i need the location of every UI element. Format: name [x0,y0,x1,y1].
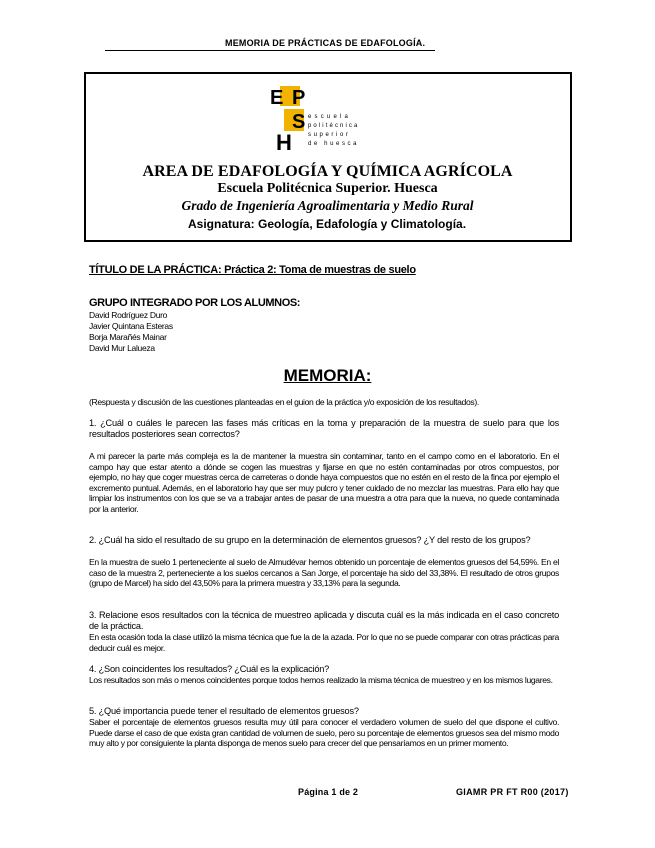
practice-title: TÍTULO DE LA PRÁCTICA: Práctica 2: Toma de muestras de suelo [89,264,416,276]
question-5: 5. ¿Qué importancia puede tener el resultado de elementos gruesos? [89,706,359,716]
student-name: Javier Quintana Esteras [89,321,173,331]
document-code: GIAMR PR FT R00 (2017) [456,787,569,797]
epsh-logo [262,84,412,154]
group-heading: GRUPO INTEGRADO POR LOS ALUMNOS: [89,297,301,309]
question-1: 1. ¿Cuál o cuáles le parecen las fases más críticas en la toma y preparación de la muestra de suelo para que los resultados posteriores sean correctos? [89,418,559,439]
student-name: Borja Marañés Mainar [89,332,167,342]
answer-3: En esta ocasión toda la clase utilizó la misma técnica que fue la de la azada. Por lo que no se puede comparar con otras prácticas para deducir cuál es mejor. [89,632,559,653]
logo-letter-e: E [270,87,284,109]
document-header-title: MEMORIA DE PRÁCTICAS DE EDAFOLOGÍA. [225,38,426,48]
school-name: Escuela Politécnica Superior. Huesca [217,181,438,196]
logo-line-1: escuela [308,114,352,120]
answer-4: Los resultados son más o menos coincidentes porque todos hemos realizado la misma técnica de muestreo y en los mismos lugares. [89,675,553,685]
answer-5: Saber el porcentaje de elementos gruesos resulta muy útil para conocer el verdadero volumen de suelo del que dispone el cultivo. Puede darse el caso de que exista gran cantidad de volumen de suelo, pero su porcentaje de elementos gruesos sea del mismo modo muy alto y por consiguiente la planta disponga de menos suelo para crecer del que pensaríamos en un primer momento. [89,717,559,748]
logo-line-3: superior [308,132,351,138]
logo-letter-s: S [292,111,306,133]
area-title: AREA DE EDAFOLOGÍA Y QUÍMICA AGRÍCOLA [142,163,513,180]
logo-letter-p: P [292,87,306,109]
logo-line-4: de huesca [308,141,360,147]
question-3: 3. Relacione esos resultados con la técnica de muestreo aplicada y discuta cuál es la más indicada en el caso concreto de la práctica. [89,610,559,631]
student-name: David Mur Lalueza [89,343,155,353]
logo-line-2: politécnica [308,123,360,129]
header-rule [105,50,435,51]
answer-1: A mi parecer la parte más compleja es la de mantener la muestra sin contaminar, tanto en el campo como en el laboratorio. En el campo hay que estar atento a dónde se cogen las muestras y fijarse en que no estén contaminadas por otros compuestos, por ejemplo, no hay que coger muestras cerca de carreteras o donde haya compuestos que no estén en el resto de la finca por ejemplo el excremento puntual. Además, en el laboratorio hay que ser muy pulcro y tener cuidado de no mezclar las muestras. Para ello hay que limpiar los instrumentos con los que se va a trabajar antes de pasar de una muestra a otra para que la nueva, no quede contaminada por la anterior. [89,451,559,514]
question-2: 2. ¿Cuál ha sido el resultado de su grupo en la determinación de elementos gruesos? ¿Y del resto de los grupos? [89,535,531,545]
question-4: 4. ¿Son coincidentes los resultados? ¿Cuál es la explicación? [89,664,330,674]
intro-text: (Respuesta y discusión de las cuestiones planteadas en el guion de la práctica y/o exposición de los resultados). [89,397,479,407]
logo-letter-h: H [276,130,292,154]
student-name: David Rodríguez Duro [89,310,168,320]
answer-2: En la muestra de suelo 1 perteneciente al suelo de Almudévar hemos obtenido un porcentaje de elementos gruesos del 54,59%. En el caso de la muestra 2, perteneciente a los suelos cercanos a San Jorge, el porcentaje ha sido del 33,38%. El resultado de otros grupos (grupo de Marcel) ha sido del 43,50% para la primera muestra y 33,13% para la segunda. [89,557,559,588]
subject-name: Asignatura: Geología, Edafología y Climatología. [188,217,467,231]
memoria-heading: MEMORIA: [283,366,372,385]
degree-name: Grado de Ingeniería Agroalimentaria y Medio Rural [181,198,474,213]
page-number: Página 1 de 2 [298,787,359,797]
